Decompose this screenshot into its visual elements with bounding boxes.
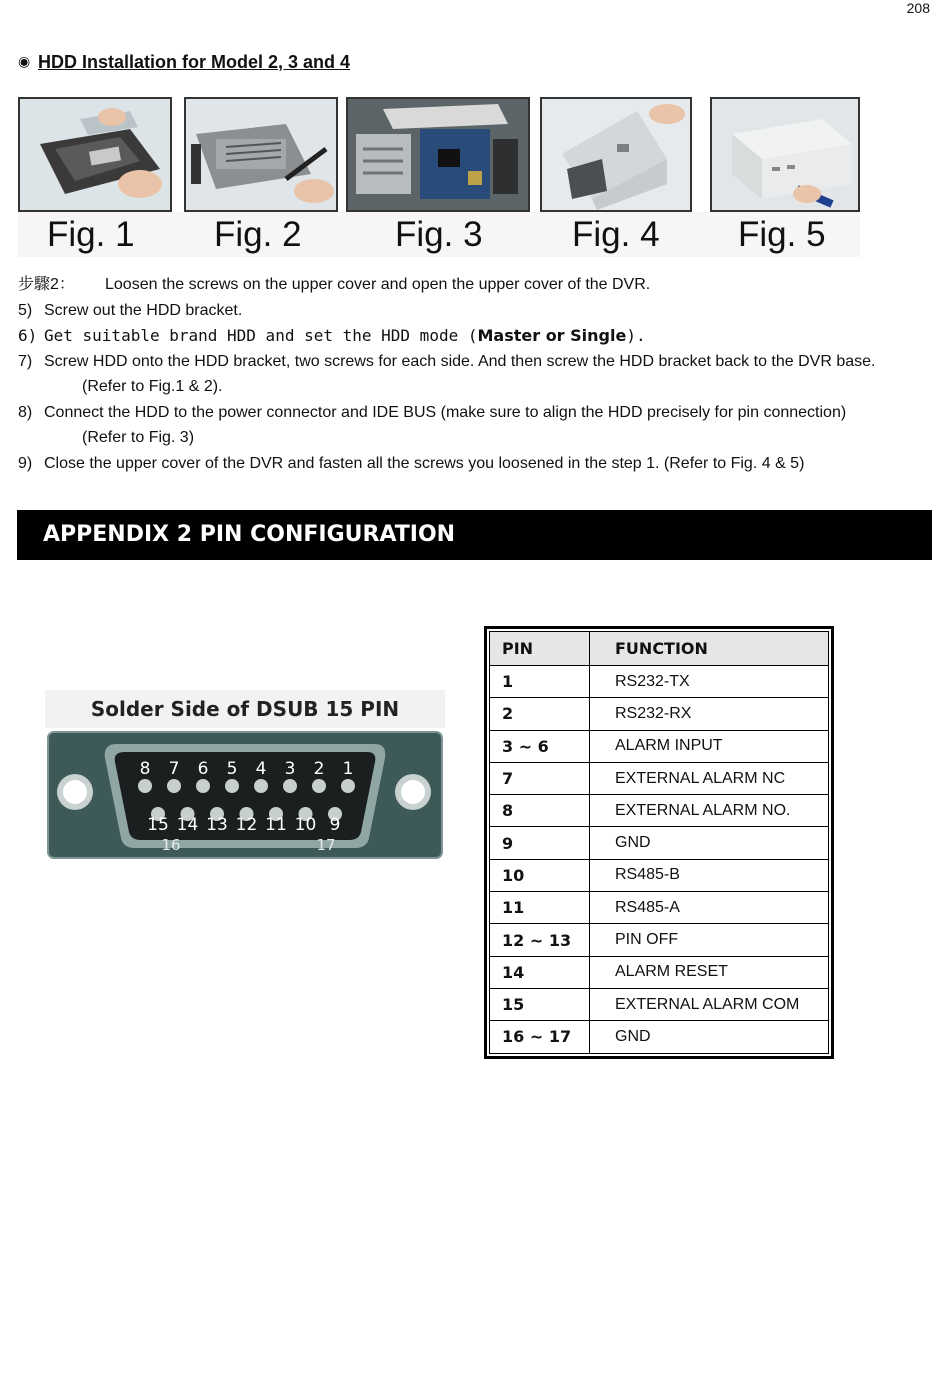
step-text: Get suitable brand HDD and set the HDD mode ( bbox=[44, 326, 478, 345]
screwdriver-bracket-image bbox=[186, 99, 336, 210]
table-row bbox=[490, 730, 829, 762]
pin-hole bbox=[341, 779, 355, 793]
step-number: 9) bbox=[18, 454, 33, 472]
bullet-icon: ◉ bbox=[18, 53, 31, 69]
function-cell: ALARM RESET bbox=[590, 956, 829, 988]
section-title-text: HDD Installation for Model 2, 3 and 4 bbox=[38, 52, 351, 72]
pin-cell: 9 bbox=[490, 827, 590, 859]
pin-cell: 8 bbox=[490, 795, 590, 827]
step-text: Screw out the HDD bracket. bbox=[44, 301, 243, 319]
pin-number-label: 2 bbox=[313, 759, 325, 779]
step-6 bbox=[18, 323, 933, 349]
fig3-caption: Fig. 3 bbox=[395, 215, 483, 254]
pin-hole bbox=[283, 779, 297, 793]
table-header-row bbox=[490, 632, 829, 666]
pin-number-label: 6 bbox=[197, 759, 209, 779]
step-continuation: (Refer to Fig. 3) bbox=[82, 429, 195, 446]
pin-hole bbox=[138, 779, 152, 793]
figure-4 bbox=[540, 97, 692, 254]
step-8 bbox=[18, 400, 933, 451]
step-number: 6) bbox=[18, 326, 38, 345]
step-number: 步驟2： bbox=[18, 276, 75, 293]
function-cell: RS232-TX bbox=[590, 666, 829, 698]
table-row bbox=[490, 827, 829, 859]
step-continuation: (Refer to Fig.1 & 2). bbox=[82, 378, 223, 395]
step-text-bold: Master or Single bbox=[477, 326, 627, 345]
pin-number-label: 3 bbox=[284, 759, 296, 779]
pin-cell: 12 ~ 13 bbox=[490, 924, 590, 956]
pin-hole bbox=[225, 779, 239, 793]
pin-number-label: 1 bbox=[342, 759, 354, 779]
table-row bbox=[490, 956, 829, 988]
fig1-caption: Fig. 1 bbox=[47, 215, 135, 254]
table-row bbox=[490, 795, 829, 827]
dvr-open-cover-image bbox=[542, 99, 690, 210]
fig3-photo bbox=[346, 97, 530, 212]
fig1-photo bbox=[18, 97, 172, 212]
pin-hole bbox=[254, 779, 268, 793]
function-column-header: FUNCTION bbox=[590, 632, 829, 666]
fig4-caption: Fig. 4 bbox=[572, 215, 660, 254]
step-9 bbox=[18, 451, 933, 477]
function-cell: ALARM INPUT bbox=[590, 730, 829, 762]
section-title bbox=[18, 52, 350, 73]
fig2-caption: Fig. 2 bbox=[214, 215, 302, 254]
hdd-bracket-image bbox=[20, 99, 170, 210]
table-row bbox=[490, 892, 829, 924]
table-row bbox=[490, 666, 829, 698]
step-text: Close the upper cover of the DVR and fasten all the screws you loosened in the step 1. (Refer to Fig. 4 & 5) bbox=[44, 454, 805, 472]
pin-number-label: 15 bbox=[147, 815, 169, 835]
dsub-connector-image bbox=[45, 730, 445, 860]
instruction-steps bbox=[18, 272, 933, 476]
figure-1 bbox=[18, 97, 172, 254]
figure-row bbox=[18, 97, 860, 257]
dvr-interior-image bbox=[348, 99, 528, 210]
function-cell: EXTERNAL ALARM COM bbox=[590, 988, 829, 1020]
extra-pin-label: 16 bbox=[161, 836, 181, 854]
pin-hole bbox=[312, 779, 326, 793]
step-text: Screw HDD onto the HDD bracket, two screws for each side. And then screw the HDD bracket back to the DVR base. bbox=[44, 352, 876, 370]
step-number: 7) bbox=[18, 352, 33, 370]
pin-number-label: 8 bbox=[139, 759, 151, 779]
table-row bbox=[490, 988, 829, 1020]
pin-cell: 16 ~ 17 bbox=[490, 1021, 590, 1053]
pin-column-header: PIN bbox=[490, 632, 590, 666]
step-text: Loosen the screws on the upper cover and open the upper cover of the DVR. bbox=[105, 276, 651, 293]
pin-number-label: 5 bbox=[226, 759, 238, 779]
table-row bbox=[490, 1021, 829, 1053]
figure-5 bbox=[710, 97, 860, 254]
table-row bbox=[490, 698, 829, 730]
fig4-photo bbox=[540, 97, 692, 212]
step-7 bbox=[18, 349, 933, 400]
function-cell: GND bbox=[590, 1021, 829, 1053]
pin-cell: 1 bbox=[490, 666, 590, 698]
pin-cell: 3 ~ 6 bbox=[490, 730, 590, 762]
pin-number-label: 14 bbox=[176, 815, 199, 835]
fig5-photo bbox=[710, 97, 860, 212]
figure-2 bbox=[184, 97, 338, 254]
pin-number-label: 10 bbox=[294, 815, 317, 835]
connector-label: Solder Side of DSUB 15 PIN bbox=[45, 690, 445, 728]
step-number: 8) bbox=[18, 403, 33, 421]
table-row bbox=[490, 859, 829, 891]
fig5-caption: Fig. 5 bbox=[738, 215, 826, 254]
step-number: 5) bbox=[18, 301, 33, 319]
figure-3 bbox=[346, 97, 530, 254]
function-cell: RS485-B bbox=[590, 859, 829, 891]
pin-number-label: 13 bbox=[206, 815, 228, 835]
pin-table bbox=[489, 631, 829, 1054]
step-text: Connect the HDD to the power connector and IDE BUS (make sure to align the HDD precisely for pin connection) bbox=[44, 403, 847, 421]
function-cell: RS232-RX bbox=[590, 698, 829, 730]
page-number: 208 bbox=[906, 0, 930, 16]
extra-pin-label: 17 bbox=[316, 836, 336, 854]
step-5 bbox=[18, 298, 933, 324]
pin-cell: 2 bbox=[490, 698, 590, 730]
pin-number-label: 7 bbox=[168, 759, 180, 779]
table-row bbox=[490, 924, 829, 956]
pin-number-label: 4 bbox=[255, 759, 267, 779]
pin-table-frame bbox=[484, 626, 834, 1059]
pin-hole bbox=[167, 779, 181, 793]
pin-cell: 15 bbox=[490, 988, 590, 1020]
function-cell: EXTERNAL ALARM NC bbox=[590, 762, 829, 794]
pin-cell: 7 bbox=[490, 762, 590, 794]
function-cell: EXTERNAL ALARM NO. bbox=[590, 795, 829, 827]
pin-number-label: 9 bbox=[329, 815, 341, 835]
pin-number-label: 11 bbox=[265, 815, 287, 835]
pin-cell: 10 bbox=[490, 859, 590, 891]
pin-hole bbox=[196, 779, 210, 793]
function-cell: PIN OFF bbox=[590, 924, 829, 956]
pin-cell: 14 bbox=[490, 956, 590, 988]
dvr-closing-image bbox=[712, 99, 858, 210]
appendix-banner: APPENDIX 2 PIN CONFIGURATION bbox=[17, 510, 932, 560]
dsub-connector-figure bbox=[45, 690, 445, 860]
pin-cell: 11 bbox=[490, 892, 590, 924]
step-2 bbox=[18, 272, 933, 298]
function-cell: RS485-A bbox=[590, 892, 829, 924]
fig2-photo bbox=[184, 97, 338, 212]
pin-number-label: 12 bbox=[235, 815, 258, 835]
step-text-end: ). bbox=[626, 326, 646, 345]
function-cell: GND bbox=[590, 827, 829, 859]
table-row bbox=[490, 762, 829, 794]
